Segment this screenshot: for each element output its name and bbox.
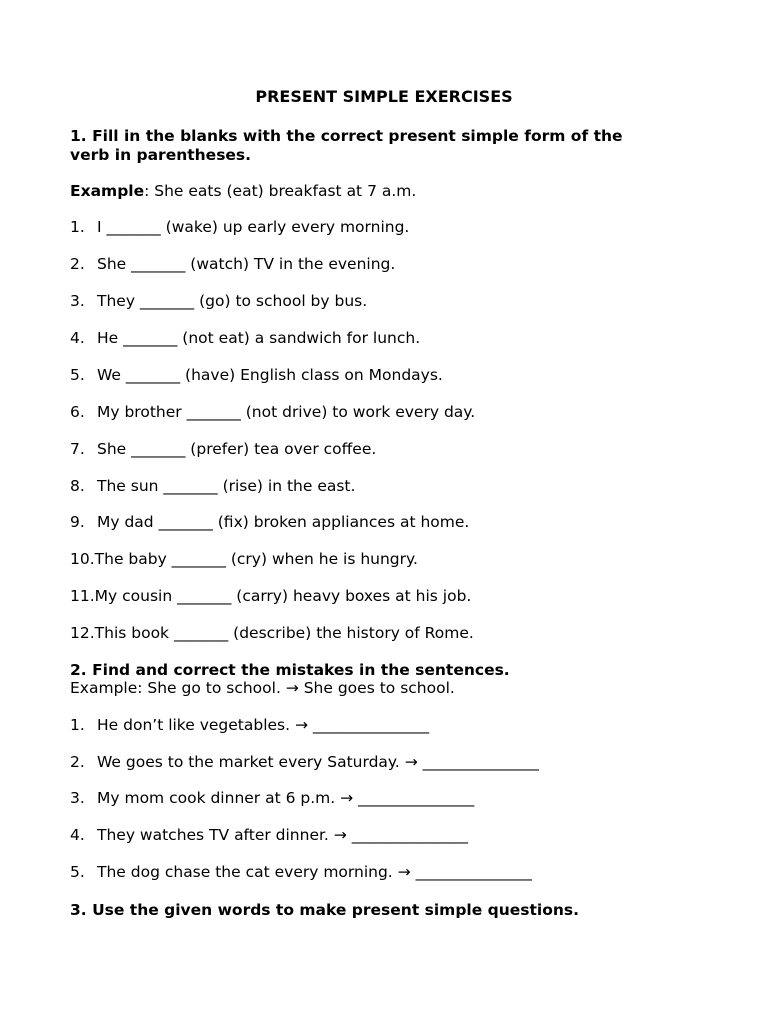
page-title: PRESENT SIMPLE EXERCISES xyxy=(255,87,513,106)
item-number: 7. xyxy=(70,440,85,458)
section2-heading: 2. Find and correct the mistakes in the sentences. xyxy=(70,661,510,679)
item-text: The sun _______ (rise) in the east. xyxy=(97,477,356,495)
section1-heading-line1: 1. Fill in the blanks with the correct present simple form of the xyxy=(70,127,623,145)
item-text: This book _______ (describe) the history of Rome. xyxy=(94,624,474,642)
item-number: 9. xyxy=(70,513,85,531)
item-number: 3. xyxy=(70,789,85,807)
item-text: My brother _______ (not drive) to work every day. xyxy=(97,403,476,421)
item-text: I _______ (wake) up early every morning. xyxy=(97,218,410,236)
item-text: My mom cook dinner at 6 p.m. → _______________ xyxy=(97,789,475,807)
item-text: They _______ (go) to school by bus. xyxy=(97,292,368,310)
item-number: 4. xyxy=(70,826,85,844)
item-number: 8. xyxy=(70,477,85,495)
section3-heading: 3. Use the given words to make present simple questions. xyxy=(70,901,580,919)
list-item xyxy=(70,440,710,459)
item-number: 5. xyxy=(70,366,85,384)
list-item xyxy=(70,513,710,532)
list-item xyxy=(70,716,710,735)
list-item xyxy=(70,826,710,845)
list-item xyxy=(70,624,710,643)
section2-example: Example: She go to school. → She goes to school. xyxy=(70,679,455,697)
item-text: The dog chase the cat every morning. → _______________ xyxy=(97,863,532,881)
item-text: We _______ (have) English class on Mondays. xyxy=(97,366,443,384)
list-item xyxy=(70,477,710,496)
item-text: They watches TV after dinner. → _______________ xyxy=(97,826,468,844)
list-item xyxy=(70,550,710,569)
list-item xyxy=(70,366,710,385)
item-number: 2. xyxy=(70,255,85,273)
item-number: 12. xyxy=(70,624,95,642)
list-item xyxy=(70,863,710,882)
list-item xyxy=(70,292,710,311)
item-number: 10. xyxy=(70,550,95,568)
item-number: 6. xyxy=(70,403,85,421)
item-text: My cousin _______ (carry) heavy boxes at his job. xyxy=(94,587,472,605)
list-item xyxy=(70,218,710,237)
item-text: She _______ (prefer) tea over coffee. xyxy=(97,440,377,458)
list-item xyxy=(70,753,710,772)
item-number: 4. xyxy=(70,329,85,347)
item-text: My dad _______ (fix) broken appliances at home. xyxy=(97,513,470,531)
item-text: He don’t like vegetables. → _______________ xyxy=(97,716,430,734)
item-number: 3. xyxy=(70,292,85,310)
item-number: 5. xyxy=(70,863,85,881)
item-number: 1. xyxy=(70,716,85,734)
list-item xyxy=(70,255,710,274)
list-item xyxy=(70,329,710,348)
item-number: 1. xyxy=(70,218,85,236)
example-label: Example xyxy=(70,182,145,200)
list-item xyxy=(70,403,710,422)
section1-heading-line2: verb in parentheses. xyxy=(70,146,252,164)
section1-example xyxy=(70,182,710,201)
item-number: 2. xyxy=(70,753,85,771)
example-text: : She eats (eat) breakfast at 7 a.m. xyxy=(144,182,417,200)
item-text: We goes to the market every Saturday. → _______________ xyxy=(97,753,539,771)
item-number: 11. xyxy=(70,587,95,605)
list-item xyxy=(70,789,710,808)
list-item xyxy=(70,587,710,606)
item-text: The baby _______ (cry) when he is hungry. xyxy=(94,550,418,568)
item-text: She _______ (watch) TV in the evening. xyxy=(97,255,396,273)
item-text: He _______ (not eat) a sandwich for lunch. xyxy=(97,329,421,347)
